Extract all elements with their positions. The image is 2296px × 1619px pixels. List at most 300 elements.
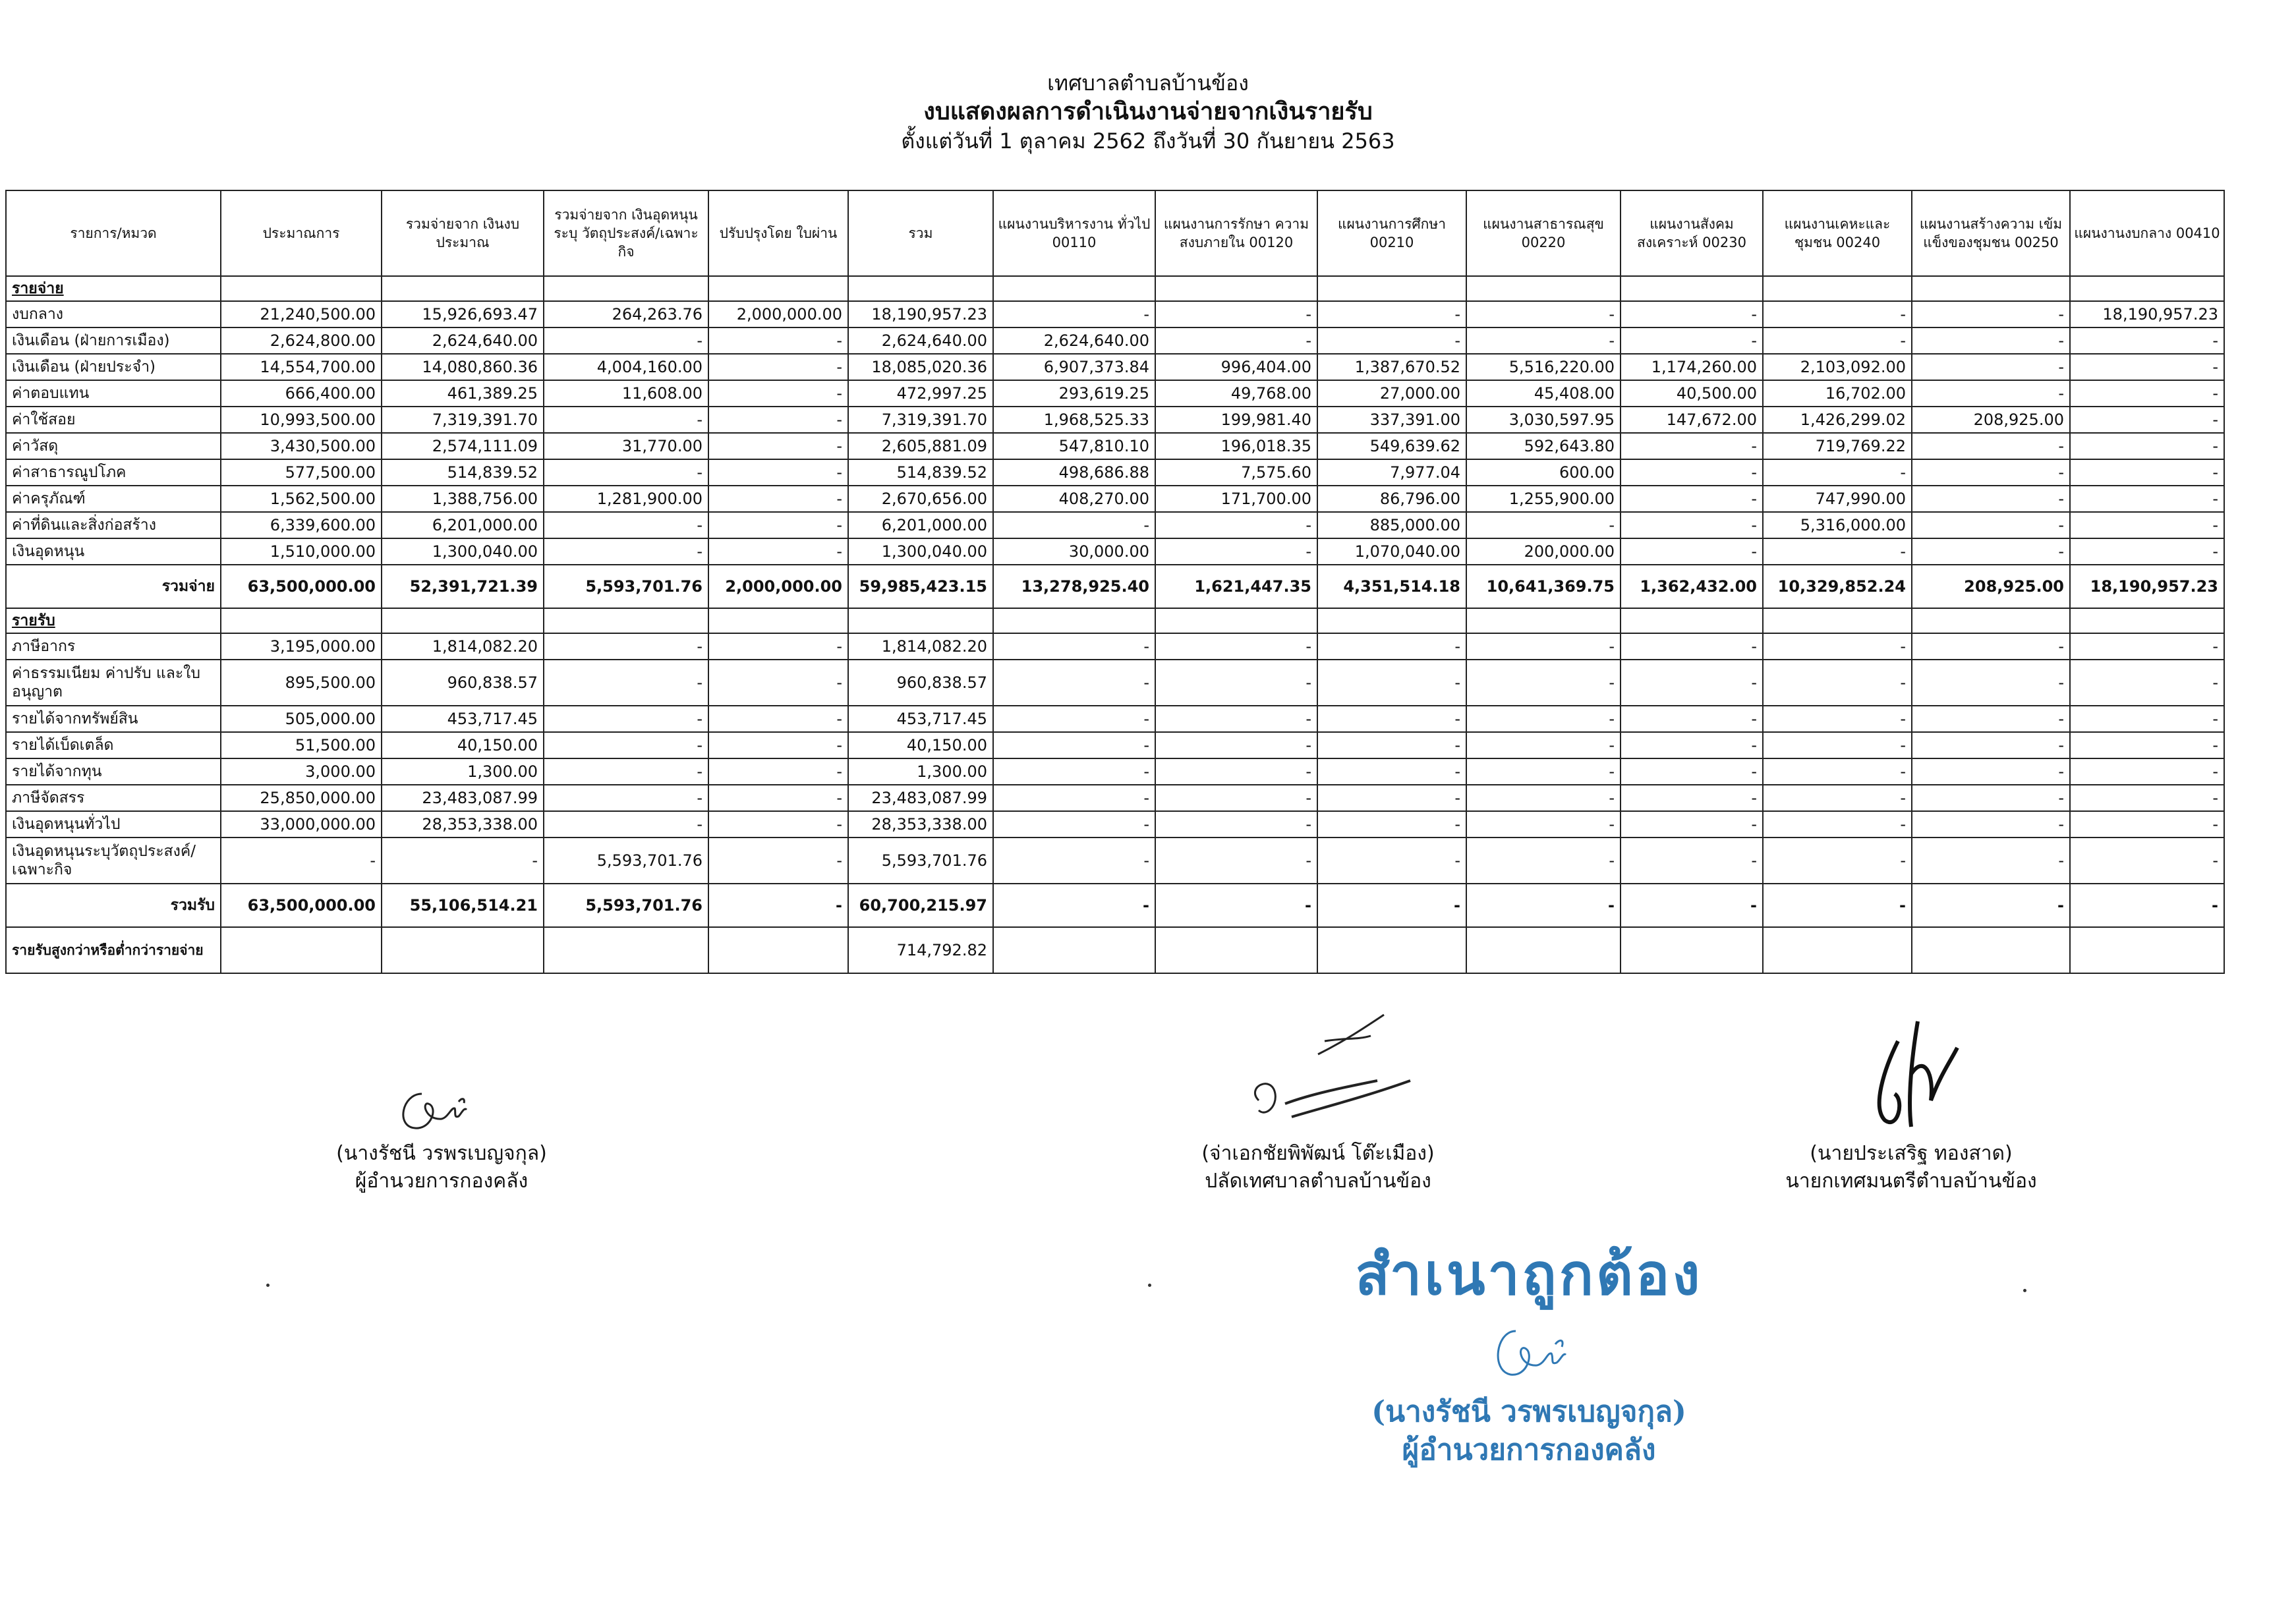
table-cell: - [1912, 380, 2070, 407]
column-header: รวมจ่ายจาก เงินงบประมาณ [382, 190, 544, 276]
table-cell: 885,000.00 [1317, 512, 1466, 538]
table-cell: - [2070, 785, 2224, 811]
table-cell: 5,593,701.76 [544, 884, 708, 927]
table-cell: 264,263.76 [544, 301, 708, 327]
table-cell: 51,500.00 [221, 732, 382, 758]
table-cell [1466, 927, 1621, 973]
table-cell: 2,670,656.00 [848, 486, 993, 512]
table-cell: - [708, 838, 848, 884]
table-cell: 23,483,087.99 [382, 785, 544, 811]
table-row [6, 354, 2224, 380]
table-cell: - [1155, 706, 1317, 732]
table-cell: - [708, 380, 848, 407]
table-cell: - [1763, 633, 1912, 660]
table-cell: 208,925.00 [1912, 407, 2070, 433]
table-cell: - [1912, 838, 2070, 884]
table-cell: 1,255,900.00 [1466, 486, 1621, 512]
table-cell: - [708, 512, 848, 538]
table-cell: - [1466, 785, 1621, 811]
table-cell: 11,608.00 [544, 380, 708, 407]
table-cell: - [1317, 758, 1466, 785]
row-label: ภาษีจัดสรร [6, 785, 221, 811]
table-cell: - [708, 407, 848, 433]
table-cell: - [708, 633, 848, 660]
table-cell: 200,000.00 [1466, 538, 1621, 565]
row-label: รายได้จากทุน [6, 758, 221, 785]
table-cell: - [544, 758, 708, 785]
table-cell: - [544, 811, 708, 838]
table-cell: 52,391,721.39 [382, 565, 544, 608]
table-row [6, 838, 2224, 884]
table-cell: - [993, 838, 1155, 884]
table-cell: - [2070, 706, 2224, 732]
table-cell: - [708, 459, 848, 486]
table-cell: 2,103,092.00 [1763, 354, 1912, 380]
table-cell: - [1912, 706, 2070, 732]
table-cell: 63,500,000.00 [221, 884, 382, 927]
table-cell [708, 927, 848, 973]
table-cell: - [1912, 327, 2070, 354]
table-cell: - [544, 407, 708, 433]
table-cell [382, 927, 544, 973]
table-cell: 208,925.00 [1912, 565, 2070, 608]
table-cell: 5,593,701.76 [544, 565, 708, 608]
handwritten-signature-icon [376, 1067, 507, 1140]
table-cell: 1,968,525.33 [993, 407, 1155, 433]
table-row [6, 512, 2224, 538]
table-cell: - [1466, 301, 1621, 327]
row-label: ค่าตอบแทน [6, 380, 221, 407]
table-cell: - [1763, 758, 1912, 785]
signature-block-finance [264, 1067, 619, 1195]
table-cell: 10,329,852.24 [1763, 565, 1912, 608]
table-row [6, 433, 2224, 459]
table-cell: - [993, 732, 1155, 758]
table-cell: - [1763, 538, 1912, 565]
table-cell: - [2070, 407, 2224, 433]
table-cell: - [1621, 486, 1763, 512]
table-cell: 30,000.00 [993, 538, 1155, 565]
table-cell: - [2070, 838, 2224, 884]
table-cell: 86,796.00 [1317, 486, 1466, 512]
table-cell: 1,300.00 [382, 758, 544, 785]
table-cell: - [1317, 660, 1466, 706]
table-cell: 1,281,900.00 [544, 486, 708, 512]
table-cell: - [1155, 327, 1317, 354]
row-label: รายรับสูงกว่าหรือต่ำกว่ารายจ่าย [6, 927, 221, 973]
column-header: ปรับปรุงโดย ใบผ่าน [708, 190, 848, 276]
table-cell: 171,700.00 [1155, 486, 1317, 512]
signer-position: นายกเทศมนตรีตำบลบ้านข้อง [1785, 1170, 2037, 1193]
table-cell: - [1912, 301, 2070, 327]
table-cell: - [2070, 354, 2224, 380]
table-cell: - [2070, 660, 2224, 706]
table-cell: 1,174,260.00 [1621, 354, 1763, 380]
table-cell: 547,810.10 [993, 433, 1155, 459]
table-row [6, 565, 2224, 608]
table-cell: - [544, 706, 708, 732]
table-cell: - [1621, 327, 1763, 354]
table-cell: 2,624,800.00 [221, 327, 382, 354]
table-cell: - [1155, 538, 1317, 565]
signature-block-clerk [1120, 1002, 1516, 1195]
row-label: ค่าวัสดุ [6, 433, 221, 459]
table-cell: 600.00 [1466, 459, 1621, 486]
table-cell: 2,000,000.00 [708, 565, 848, 608]
table-cell: - [708, 660, 848, 706]
table-cell: 23,483,087.99 [848, 785, 993, 811]
table-cell: 2,624,640.00 [382, 327, 544, 354]
table-cell: 4,351,514.18 [1317, 565, 1466, 608]
table-cell: - [2070, 433, 2224, 459]
table-cell: - [1317, 327, 1466, 354]
table-cell: 6,201,000.00 [848, 512, 993, 538]
table-cell: 63,500,000.00 [221, 565, 382, 608]
table-cell: 3,030,597.95 [1466, 407, 1621, 433]
row-label: เงินอุดหนุนทั่วไป [6, 811, 221, 838]
table-cell: 10,993,500.00 [221, 407, 382, 433]
section-row [6, 276, 2224, 301]
row-label: ภาษีอากร [6, 633, 221, 660]
table-row [6, 380, 2224, 407]
table-cell: - [708, 811, 848, 838]
table-cell: - [2070, 633, 2224, 660]
table-row [6, 758, 2224, 785]
table-cell: - [708, 433, 848, 459]
table-cell: - [1466, 884, 1621, 927]
table-cell: 21,240,500.00 [221, 301, 382, 327]
table-cell: - [2070, 327, 2224, 354]
table-cell: 1,814,082.20 [848, 633, 993, 660]
table-cell: - [1621, 785, 1763, 811]
table-cell: 10,641,369.75 [1466, 565, 1621, 608]
table-cell: - [1621, 811, 1763, 838]
signer-name: (จ่าเอกชัยพิพัฒน์ โต๊ะเมือง) [1201, 1142, 1435, 1165]
column-header: แผนงานบริหารงาน ทั่วไป 00110 [993, 190, 1155, 276]
row-label: ค่าธรรมเนียม ค่าปรับ และใบอนุญาต [6, 660, 221, 706]
table-cell: 719,769.22 [1763, 433, 1912, 459]
table-cell: - [1621, 538, 1763, 565]
table-cell: - [993, 706, 1155, 732]
table-cell: - [1912, 811, 2070, 838]
table-cell: - [1621, 633, 1763, 660]
table-cell: 199,981.40 [1155, 407, 1317, 433]
table-cell: - [1763, 301, 1912, 327]
table-header-row [6, 190, 2224, 276]
table-cell: - [1155, 660, 1317, 706]
column-header: แผนงานเคหะและ ชุมชน 00240 [1763, 190, 1912, 276]
column-header: ประมาณการ [221, 190, 382, 276]
table-cell: - [1621, 459, 1763, 486]
table-cell: - [1763, 811, 1912, 838]
column-header: แผนงานสร้างความ เข้มแข็งของชุมชน 00250 [1912, 190, 2070, 276]
table-cell: - [708, 354, 848, 380]
table-cell: - [1317, 706, 1466, 732]
certified-copy-stamp [1338, 1239, 1720, 1469]
table-cell: 7,575.60 [1155, 459, 1317, 486]
table-cell: 472,997.25 [848, 380, 993, 407]
section-row [6, 608, 2224, 633]
table-cell: - [2070, 732, 2224, 758]
signer-position: ผู้อำนวยการกองคลัง [355, 1170, 529, 1193]
table-cell: - [1763, 884, 1912, 927]
table-cell: 1,300,040.00 [382, 538, 544, 565]
table-row [6, 407, 2224, 433]
table-cell: - [2070, 758, 2224, 785]
row-label: รายได้เบ็ดเตล็ด [6, 732, 221, 758]
table-cell: 1,621,447.35 [1155, 565, 1317, 608]
table-cell: - [1763, 838, 1912, 884]
table-cell: - [1155, 785, 1317, 811]
table-cell: - [1912, 459, 2070, 486]
signer-name: (นายประเสริฐ ทองสาด) [1810, 1142, 2013, 1165]
table-cell: - [1155, 301, 1317, 327]
row-label: เงินเดือน (ฝ่ายการเมือง) [6, 327, 221, 354]
org-name: เทศบาลตำบลบ้านข้อง [1047, 71, 1249, 96]
column-header: แผนงานสังคม สงเคราะห์ 00230 [1621, 190, 1763, 276]
table-cell: - [708, 785, 848, 811]
scan-dot [2023, 1289, 2026, 1292]
table-cell: - [544, 327, 708, 354]
column-header: แผนงานงบกลาง 00410 [2070, 190, 2224, 276]
row-label: เงินอุดหนุนระบุวัตถุประสงค์/เฉพาะกิจ [6, 838, 221, 884]
table-cell: 25,850,000.00 [221, 785, 382, 811]
table-cell: 49,768.00 [1155, 380, 1317, 407]
signer-name: (นางรัชนี วรพรเบญจกุล) [336, 1142, 547, 1165]
stamp-name: (นางรัชนี วรพรเบญจกุล) [1371, 1395, 1686, 1429]
row-label: รวมจ่าย [6, 565, 221, 608]
table-row [6, 633, 2224, 660]
table-row [6, 706, 2224, 732]
table-cell: 55,106,514.21 [382, 884, 544, 927]
table-cell: - [221, 838, 382, 884]
table-cell: 15,926,693.47 [382, 301, 544, 327]
table-cell: - [708, 538, 848, 565]
table-cell: - [1155, 758, 1317, 785]
table-cell: - [1621, 758, 1763, 785]
table-cell: - [1466, 811, 1621, 838]
table-cell: 2,624,640.00 [993, 327, 1155, 354]
table-cell: 1,510,000.00 [221, 538, 382, 565]
table-cell: - [1912, 633, 2070, 660]
table-row [6, 486, 2224, 512]
signer-position: ปลัดเทศบาลตำบลบ้านข้อง [1205, 1170, 1431, 1193]
stamp-text: สำเนาถูกต้อง [1355, 1241, 1703, 1308]
table-cell: 2,624,640.00 [848, 327, 993, 354]
section-label: รายรับ [6, 608, 221, 633]
table-cell: 2,605,881.09 [848, 433, 993, 459]
table-cell: 577,500.00 [221, 459, 382, 486]
table-cell: - [1621, 512, 1763, 538]
table-cell: - [1466, 660, 1621, 706]
table-cell: 895,500.00 [221, 660, 382, 706]
table-cell [1912, 927, 2070, 973]
table-cell: - [1912, 660, 2070, 706]
table-cell: - [1466, 706, 1621, 732]
table-cell: 2,000,000.00 [708, 301, 848, 327]
table-cell: - [1621, 706, 1763, 732]
table-cell: 1,388,756.00 [382, 486, 544, 512]
table-cell: - [1763, 706, 1912, 732]
table-cell: 747,990.00 [1763, 486, 1912, 512]
table-cell: - [1621, 732, 1763, 758]
table-cell: 461,389.25 [382, 380, 544, 407]
table-cell: 5,316,000.00 [1763, 512, 1912, 538]
column-header: แผนงานสาธารณสุข 00220 [1466, 190, 1621, 276]
table-cell: 453,717.45 [382, 706, 544, 732]
table-row [6, 660, 2224, 706]
section-label: รายจ่าย [6, 276, 221, 301]
table-cell: - [1912, 884, 2070, 927]
table-cell [2070, 927, 2224, 973]
table-cell: - [1621, 838, 1763, 884]
table-cell: - [544, 633, 708, 660]
table-cell: - [993, 811, 1155, 838]
table-cell: - [993, 758, 1155, 785]
row-label: เงินเดือน (ฝ่ายประจำ) [6, 354, 221, 380]
table-cell: 40,150.00 [382, 732, 544, 758]
table-cell: 2,574,111.09 [382, 433, 544, 459]
table-row [6, 327, 2224, 354]
table-cell: 18,190,957.23 [2070, 301, 2224, 327]
table-cell: 1,362,432.00 [1621, 565, 1763, 608]
table-cell: - [1912, 354, 2070, 380]
table-cell: 28,353,338.00 [848, 811, 993, 838]
table-cell: 3,430,500.00 [221, 433, 382, 459]
table-cell: - [1763, 785, 1912, 811]
table-cell: 147,672.00 [1621, 407, 1763, 433]
table-cell: - [2070, 512, 2224, 538]
table-cell: - [1317, 785, 1466, 811]
table-cell: - [1912, 486, 2070, 512]
table-cell: - [1466, 633, 1621, 660]
table-cell: - [1155, 884, 1317, 927]
table-cell: - [993, 301, 1155, 327]
table-cell: - [1763, 732, 1912, 758]
table-cell [221, 927, 382, 973]
table-cell: - [1155, 732, 1317, 758]
table-cell: - [1317, 838, 1466, 884]
table-cell: 7,319,391.70 [848, 407, 993, 433]
table-cell: 7,977.04 [1317, 459, 1466, 486]
signature-block-mayor [1727, 1002, 2096, 1195]
table-cell: - [993, 785, 1155, 811]
row-label: รวมรับ [6, 884, 221, 927]
report-header [0, 69, 2296, 156]
table-cell: - [2070, 380, 2224, 407]
table-cell: - [2070, 884, 2224, 927]
table-cell: - [1155, 811, 1317, 838]
table-cell: 996,404.00 [1155, 354, 1317, 380]
table-cell: - [1912, 512, 2070, 538]
table-cell: - [1763, 327, 1912, 354]
table-cell: 666,400.00 [221, 380, 382, 407]
table-cell: 14,080,860.36 [382, 354, 544, 380]
table-cell: 31,770.00 [544, 433, 708, 459]
table-cell: 1,300.00 [848, 758, 993, 785]
table-cell: 453,717.45 [848, 706, 993, 732]
table-cell: 4,004,160.00 [544, 354, 708, 380]
table-cell: - [1466, 327, 1621, 354]
row-label: รายได้จากทรัพย์สิน [6, 706, 221, 732]
table-cell: - [993, 633, 1155, 660]
table-cell: - [993, 884, 1155, 927]
scan-dot [266, 1284, 270, 1287]
report-period: ตั้งแต่วันที่ 1 ตุลาคม 2562 ถึงวันที่ 30 กันยายน 2563 [901, 128, 1395, 154]
table-cell: 1,814,082.20 [382, 633, 544, 660]
table-cell: - [1912, 538, 2070, 565]
table-cell: 196,018.35 [1155, 433, 1317, 459]
table-cell: 1,070,040.00 [1317, 538, 1466, 565]
table-cell: 7,319,391.70 [382, 407, 544, 433]
table-cell: - [1621, 301, 1763, 327]
table-cell: - [544, 785, 708, 811]
table-cell: 960,838.57 [382, 660, 544, 706]
table-cell: 18,085,020.36 [848, 354, 993, 380]
stamp-signature-icon [1476, 1311, 1582, 1390]
table-cell: - [1763, 660, 1912, 706]
table-cell: - [708, 486, 848, 512]
table-cell: 60,700,215.97 [848, 884, 993, 927]
table-cell: 13,278,925.40 [993, 565, 1155, 608]
table-cell: - [544, 732, 708, 758]
table-row [6, 732, 2224, 758]
table-cell: - [1466, 732, 1621, 758]
table-cell: - [1621, 884, 1763, 927]
row-label: เงินอุดหนุน [6, 538, 221, 565]
table-cell: - [708, 758, 848, 785]
table-cell: - [1155, 633, 1317, 660]
table-row [6, 538, 2224, 565]
row-label: ค่าสาธารณูปโภค [6, 459, 221, 486]
table-cell: - [993, 660, 1155, 706]
table-cell: 514,839.52 [848, 459, 993, 486]
table-cell: - [1912, 732, 2070, 758]
table-cell: - [1466, 512, 1621, 538]
table-cell: 6,339,600.00 [221, 512, 382, 538]
report-title: งบแสดงผลการดำเนินงานจ่ายจากเงินรายรับ [923, 98, 1373, 125]
table-cell: - [544, 660, 708, 706]
table-cell: - [1912, 758, 2070, 785]
table-cell: 498,686.88 [993, 459, 1155, 486]
table-cell: 33,000,000.00 [221, 811, 382, 838]
table-cell: - [2070, 811, 2224, 838]
column-header: แผนงานการศึกษา 00210 [1317, 190, 1466, 276]
table-cell: - [1621, 660, 1763, 706]
table-cell: - [708, 327, 848, 354]
table-cell: 59,985,423.15 [848, 565, 993, 608]
table-cell: - [544, 459, 708, 486]
column-header: รวม [848, 190, 993, 276]
table-cell: - [1763, 459, 1912, 486]
table-cell: - [1317, 884, 1466, 927]
row-label: ค่าครุภัณฑ์ [6, 486, 221, 512]
table-cell: 5,593,701.76 [544, 838, 708, 884]
table-cell: 6,201,000.00 [382, 512, 544, 538]
handwritten-signature-icon [1825, 1002, 1997, 1140]
table-cell [1621, 927, 1763, 973]
row-label: ค่าที่ดินและสิ่งก่อสร้าง [6, 512, 221, 538]
row-label: ค่าใช้สอย [6, 407, 221, 433]
table-cell: - [1466, 758, 1621, 785]
table-cell: 960,838.57 [848, 660, 993, 706]
table-cell: 27,000.00 [1317, 380, 1466, 407]
table-cell: 505,000.00 [221, 706, 382, 732]
table-cell: - [2070, 538, 2224, 565]
table-cell: 18,190,957.23 [848, 301, 993, 327]
table-cell: 514,839.52 [382, 459, 544, 486]
scan-dot [1148, 1284, 1151, 1287]
